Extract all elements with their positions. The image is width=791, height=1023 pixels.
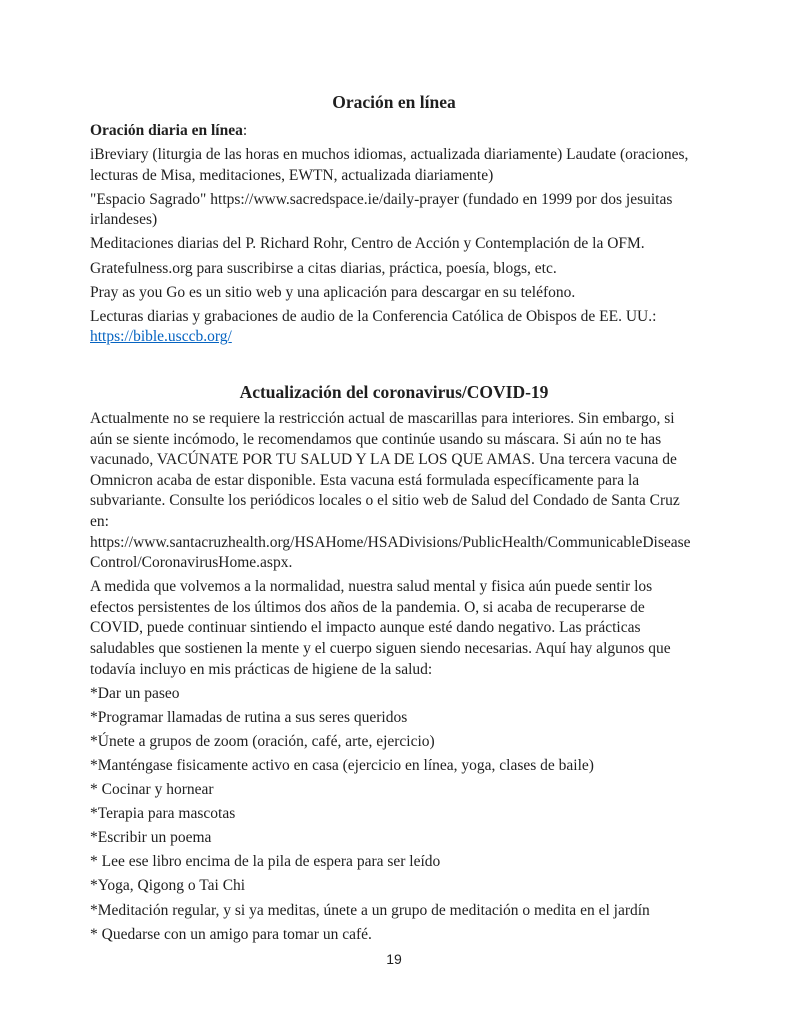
covid-paragraph-masks-text: Actualmente no se requiere la restricción actual de mascarillas para interiores. Sin embargo, si aún se siente incómodo, le recomendamos que continúe usando su máscara. Si aún no te has vacunado, VACÚNATE POR TU SALUD Y LA DE LOS QUE AMAS. Una tercera vacuna de Omnicron acaba de estar disponible. Esta vacuna está formulada específicamente para la subvariante. Consulte los periódicos locales o el sitio web de Salud del Condado de Santa Cruz en: xyxy=(90,409,680,530)
page-number: 19 xyxy=(386,950,402,967)
practices-list xyxy=(90,684,698,946)
practice-item: *Únete a grupos de zoom (oración, café, arte, ejercicio) xyxy=(90,732,435,750)
paragraph-gratefulness: Gratefulness.org para suscribirse a citas diarias, práctica, poesía, blogs, etc. xyxy=(90,259,557,277)
practice-item: *Dar un paseo xyxy=(90,684,180,702)
covid-section-title: Actualización del coronavirus/COVID-19 xyxy=(239,381,549,402)
practice-item: *Programar llamadas de rutina a sus seres queridos xyxy=(90,708,408,726)
usccb-link[interactable]: https://bible.usccb.org/ xyxy=(90,328,232,346)
practice-item: *Terapia para mascotas xyxy=(90,805,236,823)
daily-prayer-lead-bold: Oración diaria en línea xyxy=(90,122,243,139)
daily-prayer-lead xyxy=(90,121,698,142)
usccb-intro-text: Lecturas diarias y grabaciones de audio de la Conferencia Católica de Obispos de EE. UU.: xyxy=(90,307,657,325)
daily-prayer-lead-colon: : xyxy=(242,122,248,139)
practice-item: * Quedarse con un amigo para tomar un café. xyxy=(90,925,372,943)
paragraph-sacred-space: "Espacio Sagrado" https://www.sacredspace.ie/daily-prayer (fundado en 1999 por dos jesuitas irlandeses) xyxy=(90,190,673,229)
covid-section xyxy=(90,380,698,945)
practice-item: * Lee ese libro encima de la pila de espera para ser leído xyxy=(90,853,441,871)
santacruz-health-url-text: https://www.santacruzhealth.org/HSAHome/HSADivisions/PublicHealth/CommunicableDiseaseControl/CoronavirusHome.aspx. xyxy=(90,533,691,572)
prayer-section-title: Oración en línea xyxy=(332,92,456,112)
prayer-section xyxy=(90,90,698,348)
paragraph-richard-rohr: Meditaciones diarias del P. Richard Rohr, Centro de Acción y Contemplación de la OFM. xyxy=(90,235,645,253)
practice-item: *Meditación regular, y si ya meditas, únete a un grupo de meditación o medita en el jardín xyxy=(90,901,650,919)
paragraph-usccb xyxy=(90,307,698,348)
paragraph-ibreviary: iBreviary (liturgia de las horas en muchos idiomas, actualizada diariamente) Laudate (oraciones, lecturas de Misa, meditaciones, EWTN, actualizada diariamente) xyxy=(90,146,689,184)
covid-paragraph-mental-health: A medida que volvemos a la normalidad, nuestra salud mental y fisica aún puede sentir los efectos persistentes de los últimos dos años de la pandemia. O, si acaba de recuperarse de COVID, puede continuar sintiendo el impacto aunque esté dando negativo. Las prácticas saludables que sostienen la mente y el cuerpo siguen siendo necesarias. Aquí hay algunos que todavía incluyo en mis prácticas de higiene de la salud: xyxy=(90,578,671,678)
paragraph-pray-as-you-go: Pray as you Go es un sitio web y una aplicación para descargar en su teléfono. xyxy=(90,283,576,301)
practice-item: * Cocinar y hornear xyxy=(90,781,214,799)
practice-item: *Manténgase fisicamente activo en casa (ejercicio en línea, yoga, clases de baile) xyxy=(90,756,594,774)
practice-item: *Escribir un poema xyxy=(90,829,212,847)
covid-paragraph-masks xyxy=(90,409,698,574)
practice-item: *Yoga, Qigong o Tai Chi xyxy=(90,877,246,895)
